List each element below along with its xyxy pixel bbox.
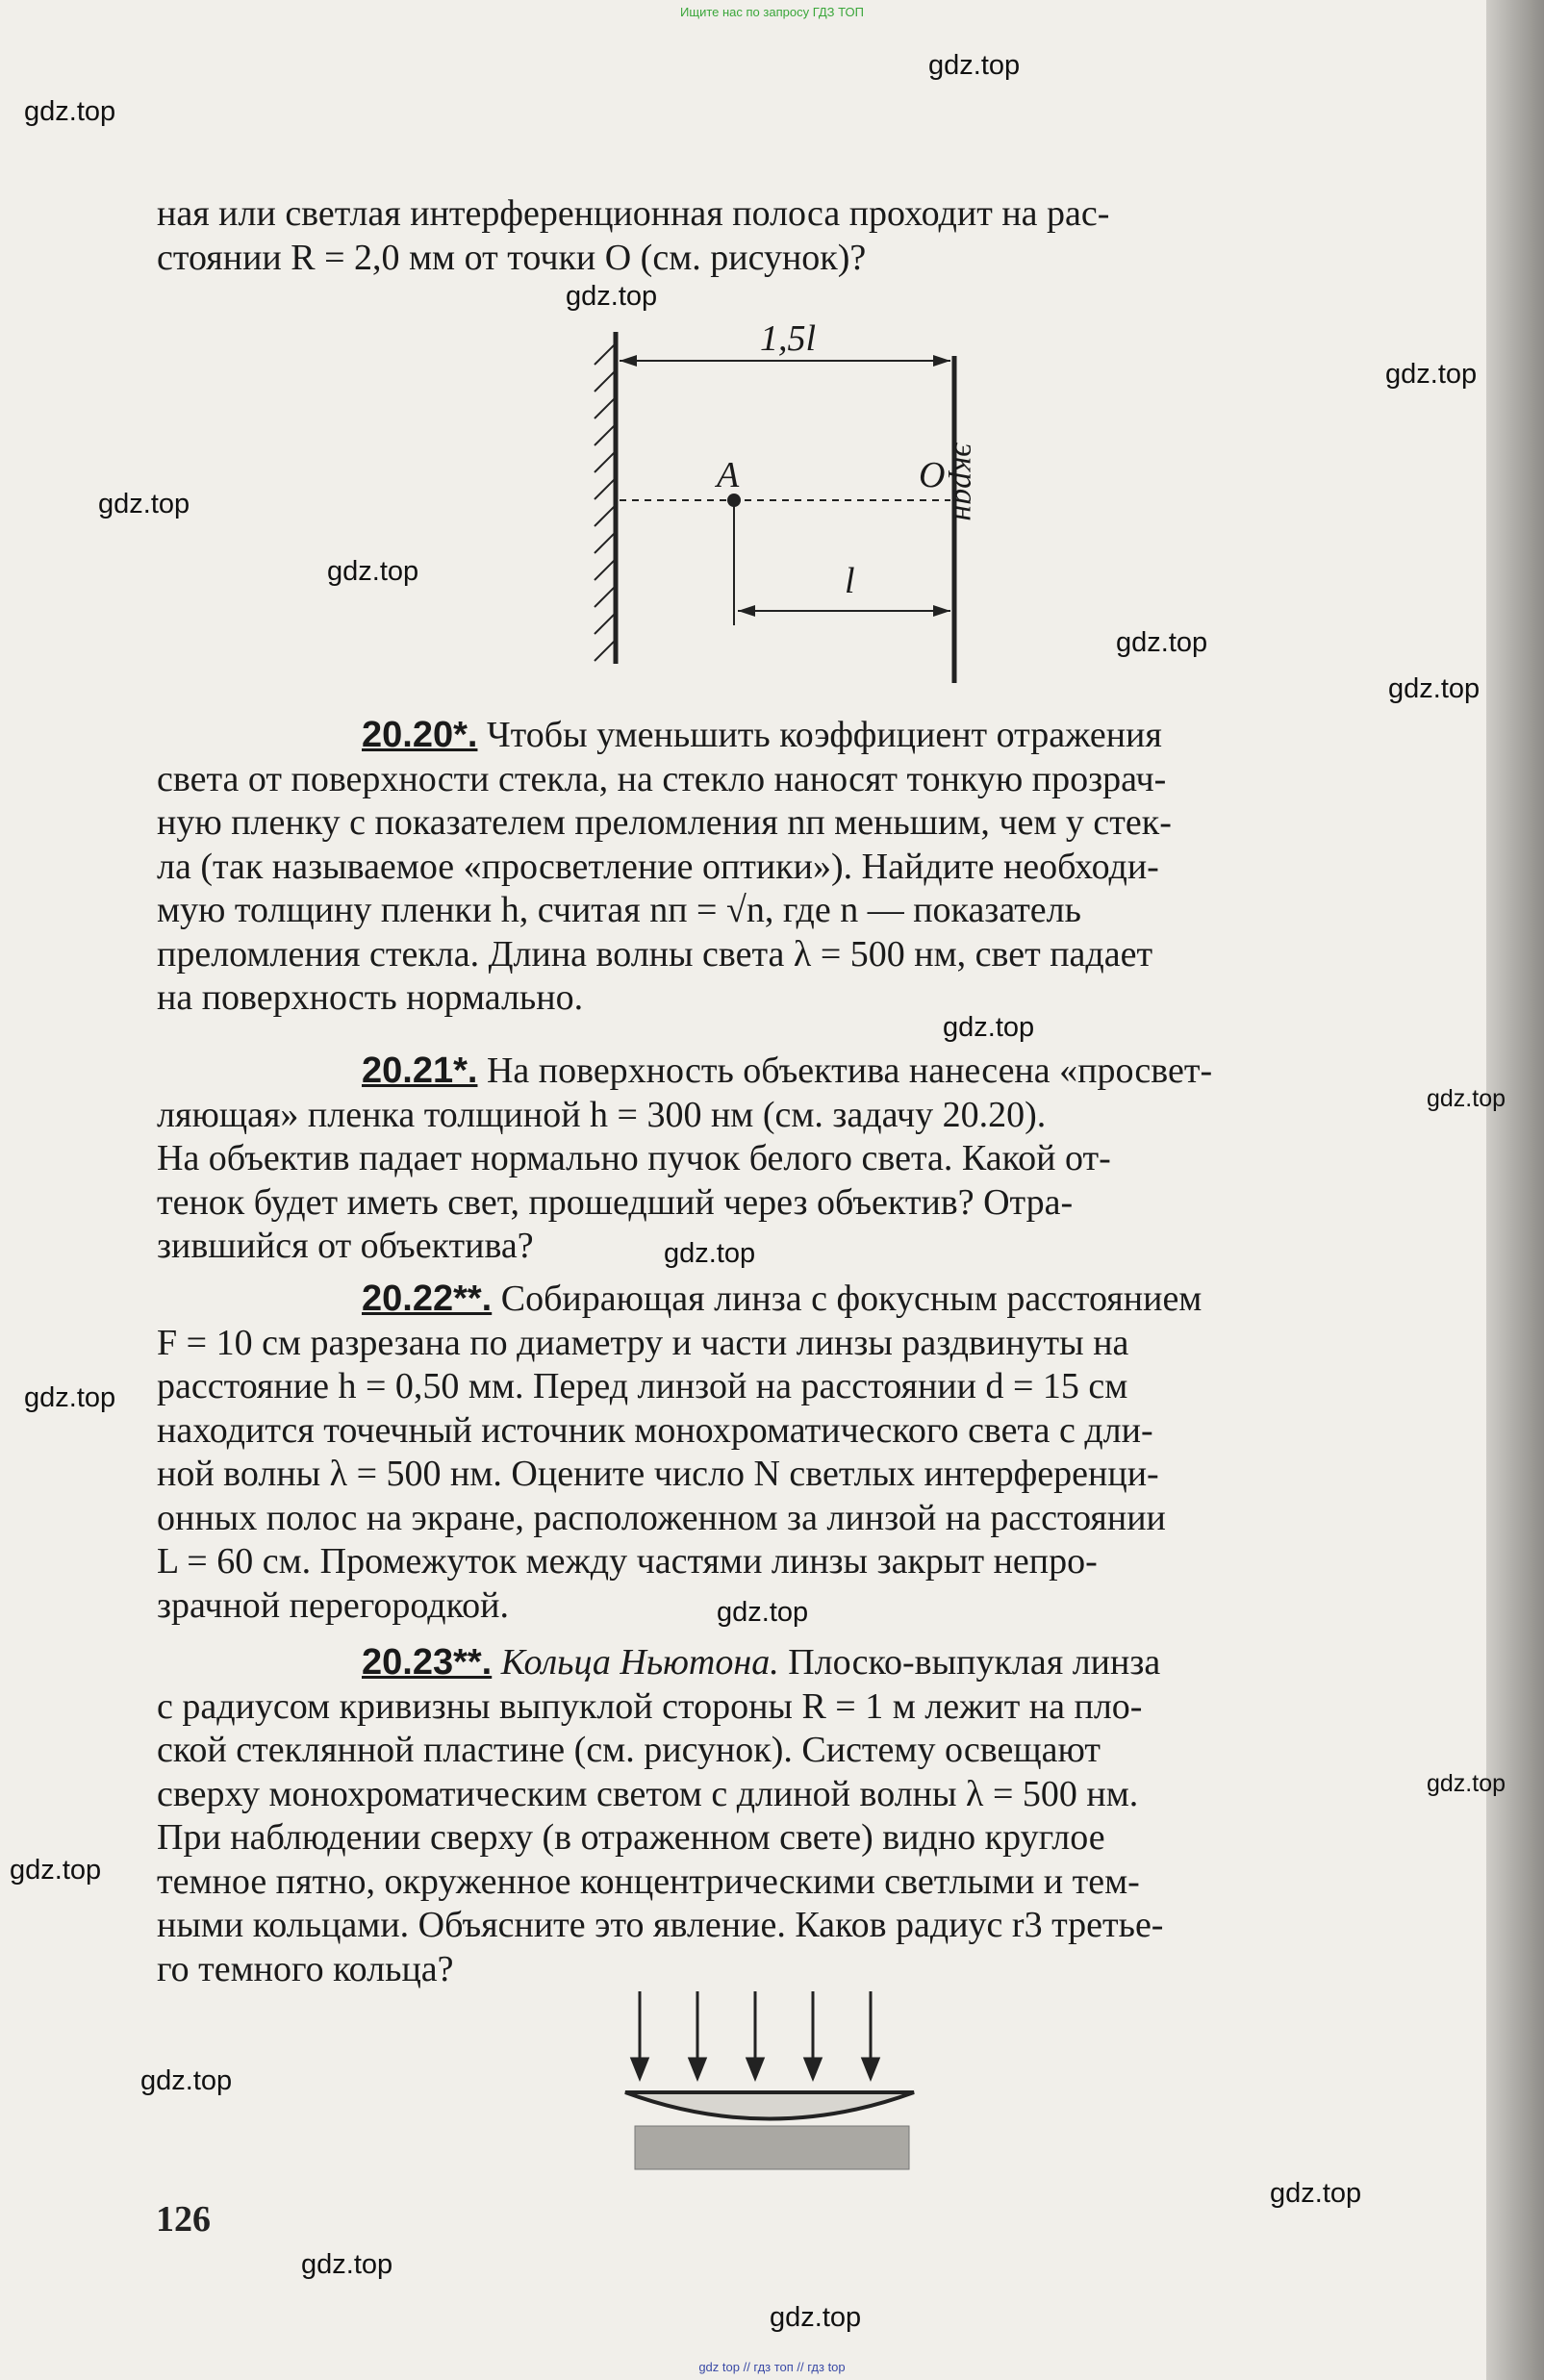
- figure-label-top: 1,5l: [760, 318, 817, 359]
- problem-title: Кольца Ньютона.: [500, 1642, 779, 1683]
- text-line: зившийся от объектива?: [157, 1226, 534, 1266]
- text-line: ную пленку с показателем преломления nп меньшим, чем у стек-: [157, 802, 1172, 843]
- watermark: gdz.top: [928, 50, 1021, 81]
- watermark: gdz.top: [943, 1012, 1035, 1043]
- text-line: на поверхность нормально.: [157, 977, 584, 1018]
- text-line: го темного кольца?: [157, 1948, 454, 1989]
- watermark: gdz.top: [1427, 1085, 1506, 1112]
- watermark: gdz.top: [24, 96, 116, 127]
- newton-rings-figure: [616, 1987, 933, 2179]
- text-line: На объектив падает нормально пучок белого света. Какой от-: [157, 1138, 1111, 1178]
- text-line: L = 60 см. Промежуток между частями линзы закрыт непро-: [157, 1541, 1098, 1582]
- watermark: gdz.top: [140, 2065, 233, 2096]
- watermark: gdz.top: [566, 281, 658, 312]
- text-line: мую толщину пленки h, считая nп = √n, где n — показатель: [157, 890, 1081, 930]
- text-line: ляющая» пленка толщиной h = 300 нм (см. задачу 20.20).: [157, 1094, 1047, 1135]
- watermark: gdz.top: [1270, 2178, 1362, 2209]
- text-line: сверху монохроматическим светом с длиной волны λ = 500 нм.: [157, 1773, 1139, 1814]
- problem-number: 20.23**.: [362, 1642, 493, 1683]
- text-line: темное пятно, окруженное концентрическими светлыми и тем-: [157, 1861, 1140, 1902]
- text-line: Чтобы уменьшить коэффициент отражения: [486, 715, 1162, 755]
- intro-text: [157, 192, 1436, 280]
- watermark: gdz.top: [770, 2302, 862, 2333]
- text-line: находится точечный источник монохроматического света с дли-: [157, 1409, 1153, 1451]
- text-line: преломления стекла. Длина волны света λ = 500 нм, свет падает: [157, 933, 1153, 975]
- text-line: Плоско-выпуклая линза: [788, 1642, 1161, 1683]
- problem-20-21: [157, 1050, 1436, 1269]
- watermark: gdz.top: [1427, 1770, 1506, 1797]
- figure-label-screen: экран: [948, 443, 983, 521]
- problem-number: 20.21*.: [362, 1051, 478, 1091]
- text-line: с радиусом кривизны выпуклой стороны R = 1 м лежит на пло-: [157, 1685, 1143, 1727]
- watermark: gdz.top: [717, 1597, 809, 1628]
- text-line: На поверхность объектива нанесена «просвет-: [486, 1051, 1213, 1091]
- bottom-banner: gdz top // гдз топ // гдз top: [698, 2360, 846, 2374]
- text-line: онных полос на экране, расположенном за линзой на расстоянии: [157, 1497, 1166, 1538]
- text-line: стоянии R = 2,0 мм от точки O (см. рисунок)?: [157, 237, 867, 278]
- text-line: света от поверхности стекла, на стекло наносят тонкую прозрач-: [157, 758, 1167, 799]
- watermark: gdz.top: [301, 2249, 393, 2280]
- figure-label-o: O: [919, 455, 946, 495]
- problem-number: 20.22**.: [362, 1279, 493, 1319]
- problem-number: 20.20*.: [362, 715, 478, 755]
- text-line: ской стеклянной пластине (см. рисунок). Систему освещают: [157, 1730, 1101, 1770]
- watermark: gdz.top: [327, 556, 419, 587]
- text-line: Собирающая линза с фокусным расстоянием: [500, 1279, 1202, 1319]
- watermark: gdz.top: [24, 1382, 116, 1413]
- top-banner: Ищите нас по запросу ГДЗ ТОП: [680, 5, 864, 19]
- text-line: ной волны λ = 500 нм. Оцените число N светлых интерференци-: [157, 1454, 1159, 1494]
- figure-label-a: A: [717, 455, 740, 495]
- watermark: gdz.top: [664, 1238, 756, 1269]
- text-line: ла (так называемое «просветление оптики»). Найдите необходи-: [157, 846, 1159, 887]
- page-number: 126: [156, 2199, 211, 2240]
- text-line: зрачной перегородкой.: [157, 1584, 509, 1626]
- watermark: gdz.top: [1116, 627, 1208, 658]
- watermark: gdz.top: [1385, 359, 1478, 390]
- problem-20-20: [157, 714, 1436, 1021]
- text-line: тенок будет иметь свет, прошедший через объектив? Отра-: [157, 1181, 1074, 1223]
- text-line: расстояние h = 0,50 мм. Перед линзой на расстоянии d = 15 см: [157, 1366, 1128, 1406]
- book-spine-shadow: [1486, 0, 1544, 2380]
- problem-20-23: [157, 1641, 1436, 1991]
- text-line: F = 10 см разрезана по диаметру и части линзы раздвинуты на: [157, 1322, 1129, 1363]
- figure-label-l: l: [845, 561, 855, 601]
- watermark: gdz.top: [1388, 673, 1481, 704]
- text-line: ная или светлая интерференционная полоса проходит на рас-: [157, 193, 1110, 234]
- text-line: ными кольцами. Объясните это явление. Каков радиус r3 третье-: [157, 1905, 1164, 1945]
- watermark: gdz.top: [98, 489, 190, 519]
- text-line: При наблюдении сверху (в отраженном свете) видно круглое: [157, 1817, 1105, 1858]
- problem-20-22: [157, 1278, 1436, 1628]
- watermark: gdz.top: [10, 1855, 102, 1886]
